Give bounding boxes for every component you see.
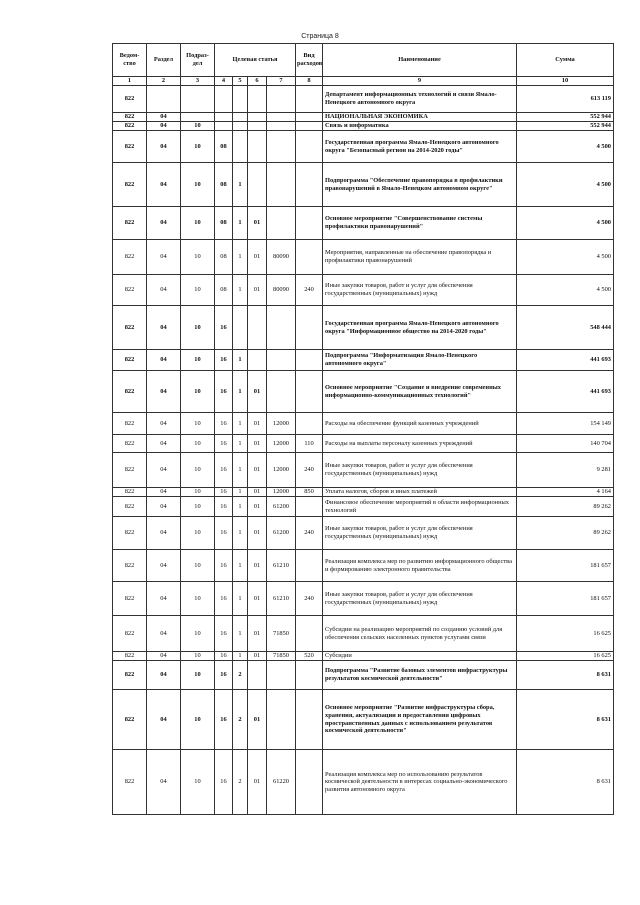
cell-vid xyxy=(296,616,323,652)
col-number: 4 xyxy=(215,77,233,86)
cell-target-c xyxy=(248,350,267,371)
cell-target-a: 16 xyxy=(215,690,233,750)
cell-vedom: 822 xyxy=(113,517,147,550)
cell-vedom: 822 xyxy=(113,413,147,435)
cell-sum: 552 944 xyxy=(517,113,614,122)
header-podrazdel: Подраз-дел xyxy=(181,44,215,77)
cell-vedom: 822 xyxy=(113,488,147,497)
header-row xyxy=(113,44,614,77)
cell-name: Связь и информатика xyxy=(323,122,517,131)
cell-podrazdel: 10 xyxy=(181,163,215,207)
cell-podrazdel: 10 xyxy=(181,497,215,517)
table-row xyxy=(113,582,614,616)
cell-name: Расходы на выплаты персоналу казенных учреждений xyxy=(323,435,517,453)
col-number: 6 xyxy=(248,77,267,86)
table-body xyxy=(113,86,614,815)
cell-target-a: 16 xyxy=(215,616,233,652)
cell-target-d: 12000 xyxy=(267,413,296,435)
cell-target-c: 01 xyxy=(248,275,267,306)
cell-vid: 110 xyxy=(296,435,323,453)
cell-target-b xyxy=(233,131,248,163)
cell-target-a: 16 xyxy=(215,306,233,350)
cell-target-d: 71850 xyxy=(267,616,296,652)
cell-target-a: 16 xyxy=(215,517,233,550)
cell-podrazdel: 10 xyxy=(181,517,215,550)
cell-vedom: 822 xyxy=(113,652,147,661)
cell-razdel: 04 xyxy=(147,122,181,131)
cell-podrazdel xyxy=(181,86,215,113)
cell-sum: 9 281 xyxy=(517,453,614,488)
cell-razdel: 04 xyxy=(147,413,181,435)
cell-sum: 181 657 xyxy=(517,582,614,616)
cell-target-c: 01 xyxy=(248,616,267,652)
cell-target-d: 61200 xyxy=(267,497,296,517)
cell-podrazdel: 10 xyxy=(181,350,215,371)
cell-target-a xyxy=(215,86,233,113)
cell-podrazdel: 10 xyxy=(181,661,215,690)
cell-razdel: 04 xyxy=(147,371,181,413)
cell-name: Иные закупки товаров, работ и услуг для обеспечения государственных (муниципальных) нужд xyxy=(323,582,517,616)
cell-razdel: 04 xyxy=(147,207,181,240)
cell-name: Департамент информационных технологий и связи Ямало-Ненецкого автономного округа xyxy=(323,86,517,113)
cell-target-b: 1 xyxy=(233,240,248,275)
cell-target-d: 61200 xyxy=(267,517,296,550)
cell-vid: 240 xyxy=(296,453,323,488)
cell-target-b: 1 xyxy=(233,616,248,652)
cell-target-a: 16 xyxy=(215,550,233,582)
cell-sum: 4 164 xyxy=(517,488,614,497)
cell-vid: 240 xyxy=(296,275,323,306)
cell-target-d xyxy=(267,207,296,240)
cell-target-b: 1 xyxy=(233,488,248,497)
cell-vedom: 822 xyxy=(113,207,147,240)
cell-target-d xyxy=(267,306,296,350)
cell-vid: 850 xyxy=(296,488,323,497)
cell-podrazdel: 10 xyxy=(181,582,215,616)
cell-razdel: 04 xyxy=(147,488,181,497)
cell-sum: 89 262 xyxy=(517,517,614,550)
cell-podrazdel: 10 xyxy=(181,652,215,661)
cell-target-b xyxy=(233,86,248,113)
cell-podrazdel: 10 xyxy=(181,550,215,582)
cell-target-c: 01 xyxy=(248,750,267,815)
cell-target-c xyxy=(248,131,267,163)
cell-name: Основное мероприятие "Совершенствование системы профилактики правонарушений" xyxy=(323,207,517,240)
cell-target-d xyxy=(267,350,296,371)
table-row xyxy=(113,517,614,550)
cell-sum: 4 500 xyxy=(517,275,614,306)
cell-name: Подпрограмма "Информатизация Ямало-Ненецкого автономного округа" xyxy=(323,350,517,371)
cell-vedom: 822 xyxy=(113,616,147,652)
cell-target-a: 08 xyxy=(215,131,233,163)
cell-podrazdel: 10 xyxy=(181,616,215,652)
cell-razdel: 04 xyxy=(147,497,181,517)
table-row xyxy=(113,122,614,131)
cell-name: Подпрограмма "Развитие базовых элементов инфраструктуры результатов космической деятельности" xyxy=(323,661,517,690)
cell-podrazdel: 10 xyxy=(181,207,215,240)
cell-podrazdel: 10 xyxy=(181,453,215,488)
cell-podrazdel: 10 xyxy=(181,750,215,815)
cell-target-d: 61210 xyxy=(267,582,296,616)
cell-target-d: 12000 xyxy=(267,488,296,497)
cell-vedom: 822 xyxy=(113,240,147,275)
cell-razdel: 04 xyxy=(147,113,181,122)
cell-target-d xyxy=(267,86,296,113)
cell-vid xyxy=(296,240,323,275)
cell-target-d: 71850 xyxy=(267,652,296,661)
cell-sum: 140 704 xyxy=(517,435,614,453)
cell-target-b xyxy=(233,122,248,131)
cell-target-d xyxy=(267,131,296,163)
cell-target-a: 16 xyxy=(215,488,233,497)
cell-razdel: 04 xyxy=(147,453,181,488)
cell-podrazdel: 10 xyxy=(181,240,215,275)
cell-razdel: 04 xyxy=(147,275,181,306)
cell-target-b xyxy=(233,113,248,122)
table-row xyxy=(113,240,614,275)
cell-target-c: 01 xyxy=(248,240,267,275)
cell-name: Субсидии на реализацию мероприятий по созданию условий для обеспечения сельских населенных пунктов услугами связи xyxy=(323,616,517,652)
table-row xyxy=(113,497,614,517)
cell-target-c xyxy=(248,86,267,113)
table-row xyxy=(113,652,614,661)
cell-razdel: 04 xyxy=(147,661,181,690)
cell-target-c: 01 xyxy=(248,652,267,661)
header-vedom: Ведом-ство xyxy=(113,44,147,77)
cell-target-a: 08 xyxy=(215,163,233,207)
cell-vid xyxy=(296,371,323,413)
cell-vedom: 822 xyxy=(113,122,147,131)
cell-sum: 441 693 xyxy=(517,371,614,413)
cell-vedom: 822 xyxy=(113,497,147,517)
cell-vedom: 822 xyxy=(113,306,147,350)
cell-target-a: 16 xyxy=(215,582,233,616)
header-naim: Наименование xyxy=(323,44,517,77)
cell-podrazdel: 10 xyxy=(181,371,215,413)
cell-vid: 520 xyxy=(296,652,323,661)
cell-vid xyxy=(296,163,323,207)
cell-podrazdel: 10 xyxy=(181,275,215,306)
cell-target-a: 08 xyxy=(215,275,233,306)
cell-podrazdel: 10 xyxy=(181,690,215,750)
cell-sum: 154 149 xyxy=(517,413,614,435)
cell-podrazdel xyxy=(181,113,215,122)
cell-target-a xyxy=(215,122,233,131)
table-row xyxy=(113,453,614,488)
cell-vid xyxy=(296,86,323,113)
cell-razdel: 04 xyxy=(147,350,181,371)
cell-vid xyxy=(296,122,323,131)
cell-razdel: 04 xyxy=(147,690,181,750)
cell-name: Мероприятия, направленные на обеспечение правопорядка и профилактики правонарушений xyxy=(323,240,517,275)
cell-vedom: 822 xyxy=(113,750,147,815)
cell-razdel: 04 xyxy=(147,163,181,207)
cell-target-d: 12000 xyxy=(267,435,296,453)
cell-vid xyxy=(296,413,323,435)
col-number: 1 xyxy=(113,77,147,86)
header-razdel: Раздел xyxy=(147,44,181,77)
cell-vid xyxy=(296,661,323,690)
cell-target-b: 1 xyxy=(233,350,248,371)
col-number: 7 xyxy=(267,77,296,86)
header-summa: Сумма xyxy=(517,44,614,77)
cell-target-c: 01 xyxy=(248,435,267,453)
cell-vid xyxy=(296,207,323,240)
cell-target-b: 1 xyxy=(233,497,248,517)
col-number: 8 xyxy=(296,77,323,86)
cell-target-c: 01 xyxy=(248,413,267,435)
cell-target-b: 2 xyxy=(233,661,248,690)
cell-target-d: 12000 xyxy=(267,453,296,488)
cell-name: Реализация комплекса мер по развитию информационного общества и формированию электронного правительства xyxy=(323,550,517,582)
cell-podrazdel: 10 xyxy=(181,122,215,131)
cell-podrazdel: 10 xyxy=(181,131,215,163)
cell-target-b: 1 xyxy=(233,582,248,616)
col-number: 2 xyxy=(147,77,181,86)
cell-target-c: 01 xyxy=(248,497,267,517)
col-number: 5 xyxy=(233,77,248,86)
cell-target-d xyxy=(267,371,296,413)
cell-vedom: 822 xyxy=(113,163,147,207)
cell-target-d: 80090 xyxy=(267,275,296,306)
cell-razdel: 04 xyxy=(147,517,181,550)
cell-target-b: 1 xyxy=(233,550,248,582)
cell-name: Финансовое обеспечение мероприятий в области информационных технологий xyxy=(323,497,517,517)
header-vid: Вид расходов xyxy=(296,44,323,77)
cell-vid xyxy=(296,690,323,750)
cell-vid: 240 xyxy=(296,517,323,550)
cell-target-d: 61210 xyxy=(267,550,296,582)
cell-vedom: 822 xyxy=(113,371,147,413)
cell-target-a: 16 xyxy=(215,413,233,435)
cell-target-a: 16 xyxy=(215,497,233,517)
cell-name: Государственная программа Ямало-Ненецкого автономного округа "Информационное общество на 2014-2020 годы" xyxy=(323,306,517,350)
cell-target-d: 80090 xyxy=(267,240,296,275)
cell-sum: 4 500 xyxy=(517,131,614,163)
cell-target-c xyxy=(248,163,267,207)
cell-target-b: 1 xyxy=(233,413,248,435)
table-row xyxy=(113,275,614,306)
cell-target-c xyxy=(248,306,267,350)
table-row xyxy=(113,488,614,497)
cell-sum: 8 631 xyxy=(517,690,614,750)
cell-vid xyxy=(296,550,323,582)
cell-vid xyxy=(296,131,323,163)
cell-target-b: 1 xyxy=(233,517,248,550)
cell-vedom: 822 xyxy=(113,582,147,616)
cell-target-c: 01 xyxy=(248,453,267,488)
cell-name: Основное мероприятие "Развитие инфраструктуры сбора, хранения, актуализации и предоставления цифровых пространственных данных с использованием результатов космической деятельности" xyxy=(323,690,517,750)
cell-target-b: 1 xyxy=(233,275,248,306)
cell-name: Иные закупки товаров, работ и услуг для обеспечения государственных (муниципальных) нужд xyxy=(323,453,517,488)
cell-target-b: 1 xyxy=(233,435,248,453)
cell-sum: 8 631 xyxy=(517,750,614,815)
cell-target-c: 01 xyxy=(248,582,267,616)
cell-vid xyxy=(296,306,323,350)
cell-name: Основное мероприятие "Создание и внедрение современных информационно-коммуникационных технологий" xyxy=(323,371,517,413)
col-number: 9 xyxy=(323,77,517,86)
table-row xyxy=(113,750,614,815)
cell-sum: 441 693 xyxy=(517,350,614,371)
cell-target-d xyxy=(267,163,296,207)
cell-target-b: 2 xyxy=(233,690,248,750)
cell-podrazdel: 10 xyxy=(181,306,215,350)
cell-target-c xyxy=(248,122,267,131)
cell-target-c xyxy=(248,113,267,122)
table-row xyxy=(113,113,614,122)
cell-target-b: 1 xyxy=(233,453,248,488)
cell-name: Подпрограмма "Обеспечение правопорядка в профилактики правонарушений в Ямало-Ненецком автономном округе" xyxy=(323,163,517,207)
header-celevaya: Целевая статья xyxy=(215,44,296,77)
cell-target-a xyxy=(215,113,233,122)
cell-vid xyxy=(296,113,323,122)
cell-target-a: 16 xyxy=(215,652,233,661)
col-number: 3 xyxy=(181,77,215,86)
cell-target-c xyxy=(248,661,267,690)
cell-name: Иные закупки товаров, работ и услуг для обеспечения государственных (муниципальных) нужд xyxy=(323,275,517,306)
table-row xyxy=(113,435,614,453)
table-row xyxy=(113,350,614,371)
cell-target-a: 16 xyxy=(215,661,233,690)
cell-target-b: 1 xyxy=(233,207,248,240)
cell-sum: 548 444 xyxy=(517,306,614,350)
cell-podrazdel: 10 xyxy=(181,413,215,435)
cell-sum: 16 625 xyxy=(517,652,614,661)
cell-razdel: 04 xyxy=(147,131,181,163)
cell-vedom: 822 xyxy=(113,435,147,453)
cell-razdel: 04 xyxy=(147,616,181,652)
cell-sum: 4 500 xyxy=(517,207,614,240)
cell-razdel: 04 xyxy=(147,582,181,616)
cell-target-d xyxy=(267,122,296,131)
cell-vedom: 822 xyxy=(113,86,147,113)
cell-name: Государственная программа Ямало-Ненецкого автономного округа "Безопасный регион на 2014-2020 годы" xyxy=(323,131,517,163)
cell-target-b: 1 xyxy=(233,652,248,661)
cell-target-d xyxy=(267,661,296,690)
cell-razdel: 04 xyxy=(147,550,181,582)
cell-target-d xyxy=(267,113,296,122)
cell-podrazdel: 10 xyxy=(181,488,215,497)
cell-target-c: 01 xyxy=(248,690,267,750)
cell-target-b: 1 xyxy=(233,371,248,413)
cell-vedom: 822 xyxy=(113,661,147,690)
table-row xyxy=(113,616,614,652)
cell-razdel: 04 xyxy=(147,652,181,661)
cell-vid: 240 xyxy=(296,582,323,616)
cell-vedom: 822 xyxy=(113,113,147,122)
cell-target-a: 08 xyxy=(215,240,233,275)
cell-target-a: 08 xyxy=(215,207,233,240)
cell-sum: 89 262 xyxy=(517,497,614,517)
cell-sum: 4 500 xyxy=(517,240,614,275)
cell-name: Уплата налогов, сборов и иных платежей xyxy=(323,488,517,497)
cell-target-c: 01 xyxy=(248,488,267,497)
cell-name: Реализация комплекса мер по использованию результатов космической деятельности в интересах социально-экономического развития автономного округа xyxy=(323,750,517,815)
table-row xyxy=(113,207,614,240)
cell-target-b: 1 xyxy=(233,163,248,207)
cell-razdel: 04 xyxy=(147,306,181,350)
cell-target-c: 01 xyxy=(248,207,267,240)
table-row xyxy=(113,371,614,413)
table-row xyxy=(113,306,614,350)
cell-podrazdel: 10 xyxy=(181,435,215,453)
cell-target-a: 16 xyxy=(215,435,233,453)
cell-target-a: 16 xyxy=(215,350,233,371)
page-label: Страница 8 xyxy=(301,33,339,40)
cell-vedom: 822 xyxy=(113,550,147,582)
cell-razdel: 04 xyxy=(147,240,181,275)
cell-target-d: 61220 xyxy=(267,750,296,815)
cell-sum: 181 657 xyxy=(517,550,614,582)
cell-vedom: 822 xyxy=(113,350,147,371)
col-number: 10 xyxy=(517,77,614,86)
cell-target-b: 2 xyxy=(233,750,248,815)
cell-target-c: 01 xyxy=(248,371,267,413)
cell-name: Расходы на обеспечение функций казенных учреждений xyxy=(323,413,517,435)
cell-vedom: 822 xyxy=(113,453,147,488)
budget-table xyxy=(112,43,614,815)
table-row xyxy=(113,661,614,690)
cell-vid xyxy=(296,750,323,815)
cell-sum: 552 944 xyxy=(517,122,614,131)
table-row xyxy=(113,131,614,163)
cell-sum: 8 631 xyxy=(517,661,614,690)
cell-name: Иные закупки товаров, работ и услуг для обеспечения государственных (муниципальных) нужд xyxy=(323,517,517,550)
table-row xyxy=(113,413,614,435)
cell-sum: 16 625 xyxy=(517,616,614,652)
table-row xyxy=(113,86,614,113)
cell-name: Субсидии xyxy=(323,652,517,661)
cell-name: НАЦИОНАЛЬНАЯ ЭКОНОМИКА xyxy=(323,113,517,122)
cell-sum: 4 500 xyxy=(517,163,614,207)
table-row xyxy=(113,163,614,207)
cell-target-d xyxy=(267,690,296,750)
cell-vid xyxy=(296,497,323,517)
cell-target-b xyxy=(233,306,248,350)
column-number-row xyxy=(113,77,614,86)
cell-razdel: 04 xyxy=(147,435,181,453)
cell-vid xyxy=(296,350,323,371)
cell-vedom: 822 xyxy=(113,690,147,750)
table-row xyxy=(113,690,614,750)
cell-razdel xyxy=(147,86,181,113)
cell-target-a: 16 xyxy=(215,750,233,815)
cell-target-a: 16 xyxy=(215,453,233,488)
cell-sum: 613 119 xyxy=(517,86,614,113)
cell-razdel: 04 xyxy=(147,750,181,815)
cell-vedom: 822 xyxy=(113,275,147,306)
cell-target-a: 16 xyxy=(215,371,233,413)
cell-target-c: 01 xyxy=(248,517,267,550)
cell-vedom: 822 xyxy=(113,131,147,163)
table-row xyxy=(113,550,614,582)
cell-target-c: 01 xyxy=(248,550,267,582)
